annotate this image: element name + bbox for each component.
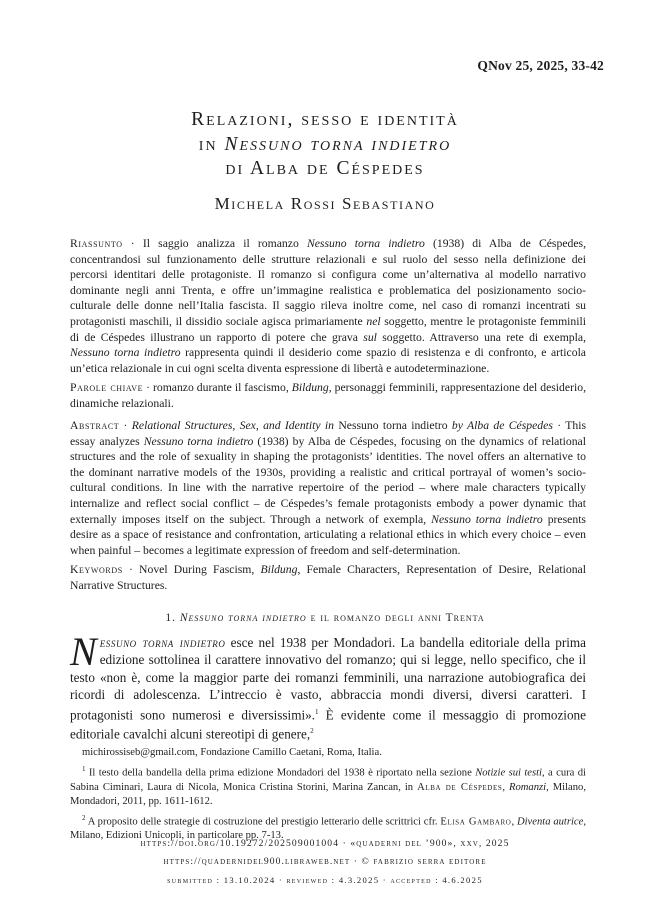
body-text: esce nel 1938 per Mondadori. La bandella editoriale della prima edizione sottolinea il carattere innovativo del romanzo; qui si legge, nello specifico, che il testo «non è, come la maggior parte dei romanzi femminili, una narrazione autobiografica dei ricordi di adolescenza. L’intreccio è vasto, abbraccia mondi diversi, diversi caratteri. I protagonisti sono numerosi e diversissimi».: [70, 635, 586, 723]
footnote-text: A proposito delle strategie di costruzione del prestigio letterario delle scrittrici cfr.: [85, 816, 441, 828]
abstract-italic: Nessuno torna indietro: [431, 512, 543, 526]
abstract-title: Nessuno torna indietro: [338, 419, 448, 432]
abstract-label: Abstract: [70, 419, 120, 432]
body-lead-title: essuno torna indietro: [99, 635, 226, 650]
footnote-smallcaps: Elisa Gambaro: [440, 816, 512, 828]
title-line-2-prefix: in: [198, 133, 218, 155]
abstract-title: Relational Structures, Sex, and Identity in: [131, 419, 339, 432]
abstract-title: by Alba de Céspedes: [447, 419, 553, 432]
riassunto: [70, 236, 586, 376]
riassunto-text: rappresenta quindi il desiderio come spazio di resistenza e di confronto, e articola un’etica relazionale in cui ogni scelta diventa espressione di libertà e autodeterminazione.: [70, 346, 586, 375]
riassunto-text: soggetto, mentre le protagoniste femminili di de Céspedes illustrano un rapporto di potere che grava: [70, 314, 587, 344]
author-name: Michela Rossi Sebastiano: [214, 194, 436, 213]
footnote-text: ,: [511, 816, 517, 828]
section-heading: [0, 612, 650, 624]
title-line-3: di Alba de Céspedes: [225, 158, 425, 179]
title-line-1: Relazioni, sesso e identità: [191, 109, 459, 130]
footnote-ref-2[interactable]: 2: [310, 727, 314, 736]
article-title: [0, 108, 650, 182]
section-title-italic: Nessuno torna indietro: [179, 612, 307, 624]
title-line-2: [0, 133, 650, 158]
doi-line[interactable]: https://doi.org/10.19272/202509001004 · «quaderni del ’900», xxv, 2025: [140, 838, 510, 849]
riassunto-italic: Nessuno torna indietro: [306, 237, 425, 250]
body-text: È evidente come il messaggio di promozione editoriale cavalchi alcuni stereotipi di genere,: [70, 707, 587, 742]
parole-chiave: [70, 380, 586, 411]
parole-chiave-text: romanzo durante il fascismo,: [152, 381, 292, 394]
abstract-italic: Nessuno torna indietro: [143, 434, 254, 448]
abstract-text: (1938) by Alba de Céspedes, focusing on the dynamics of relational structures and the role of sexuality in shaping the protagonists’ identities. The novel offers an alternative to the dominant narrative models of the 1930s, providing a realistic and critical portrayal of women’s socio-cultural conditions. In line with the narrative repertoire of the period – where male characters typically internalize and reflect social conflict – de Céspedes’s female protagonists embody a power dynamic that externally imposes itself on the subject. Through a network of exempla,: [70, 434, 586, 526]
abstract-text: This essay analyzes: [70, 419, 586, 448]
abstract: [70, 418, 586, 558]
footnote-text: , Milano, Edizioni Unicopli, in particolare pp. 7-13.: [70, 816, 586, 842]
footnote-smallcaps: Alba de Céspedes: [417, 781, 503, 793]
footnote-italic: Notizie sui testi: [475, 767, 542, 779]
drop-cap: N: [70, 629, 97, 674]
footnote-text: Il testo della bandella della prima edizione Mondadori del 1938 è riportato nella sezione: [85, 767, 476, 779]
publisher-url-line[interactable]: https://quadernidel900.libraweb.net · © fabrizio serra editore: [163, 856, 487, 867]
riassunto-italic: Nessuno torna indietro: [70, 346, 181, 360]
keywords-text: Novel During Fascism,: [139, 563, 261, 576]
footnote-text: ,: [502, 781, 509, 793]
riassunto-italic: sul: [363, 330, 377, 344]
footnote-number: 1: [82, 765, 86, 773]
keywords-label: Keywords: [70, 563, 123, 576]
parole-chiave-text: , personaggi femminili, rappresentazione del desiderio, dinamiche relazionali.: [70, 381, 586, 410]
keywords: [70, 562, 586, 593]
separator: ·: [552, 419, 566, 432]
keywords-text: , Female Characters, Representation of Desire, Relational Narrative Structures.: [70, 563, 586, 592]
separator: ·: [143, 381, 153, 394]
section-title-rest: e il romanzo degli anni Trenta: [306, 612, 485, 624]
submission-dates: submitted : 13.10.2024 · reviewed : 4.3.2025 · accepted : 4.6.2025: [167, 875, 483, 885]
footnote-italic: Diventa autrice: [516, 816, 584, 828]
footnotes: [70, 746, 586, 845]
footnote-text: , Milano, Mondadori, 2011, pp. 1611-1612.: [70, 781, 586, 807]
riassunto-text: soggetto. Attraverso una rete di exempla,: [376, 330, 586, 344]
footnote-1: [70, 762, 586, 809]
footnote-ref-1[interactable]: 1: [315, 707, 319, 716]
section-number: 1.: [165, 612, 180, 624]
riassunto-italic: nel: [366, 314, 381, 328]
abstract-text: presents desire as a space of resistance and confrontation, articulating a relational ethics in which every choice – even when painful – becomes a legitimate expression of freedom and self-determination.: [70, 512, 586, 557]
separator: ·: [122, 237, 143, 250]
riassunto-label: Riassunto: [70, 237, 123, 250]
body-paragraph: [70, 629, 587, 743]
footnote-text: , a cura di Sabina Ciminari, Laura di Nicola, Monica Cristina Storini, Marina Zancan, in: [70, 767, 586, 793]
keywords-italic: Bildung: [260, 563, 298, 576]
riassunto-text: Il saggio analizza il romanzo: [142, 237, 307, 250]
parole-chiave-label: Parole chiave: [70, 381, 144, 394]
footnote-number: 2: [82, 813, 86, 822]
parole-chiave-italic: Bildung: [291, 381, 329, 394]
riassunto-text: (1938) di Alba de Céspedes, concentrandosi sul funzionamento delle strutture relazionali e sul ruolo del sesso nella definizione dei percorsi identitari delle protagoniste. Il romanzo si configura come un’alternativa al modello narrativo dominante negli anni Trenta, e offre un’immagine realistica e problematica del posizionamento socio-culturale delle donne nell’Italia fascista. Il saggio rileva inoltre come, nel caso di romanzi incentrati su protagonisti maschili, il dissidio sociale agisca primariamente: [70, 237, 587, 328]
footnote-italic: Romanzi: [509, 781, 547, 793]
author-affiliation: michirossiseb@gmail.com, Fondazione Camillo Caetani, Roma, Italia.: [82, 747, 382, 758]
separator: ·: [119, 419, 132, 432]
title-line-2-italic: Nessuno torna indietro: [224, 133, 452, 155]
journal-reference: QNov 25, 2025, 33-42: [477, 58, 604, 73]
separator: ·: [122, 563, 140, 576]
